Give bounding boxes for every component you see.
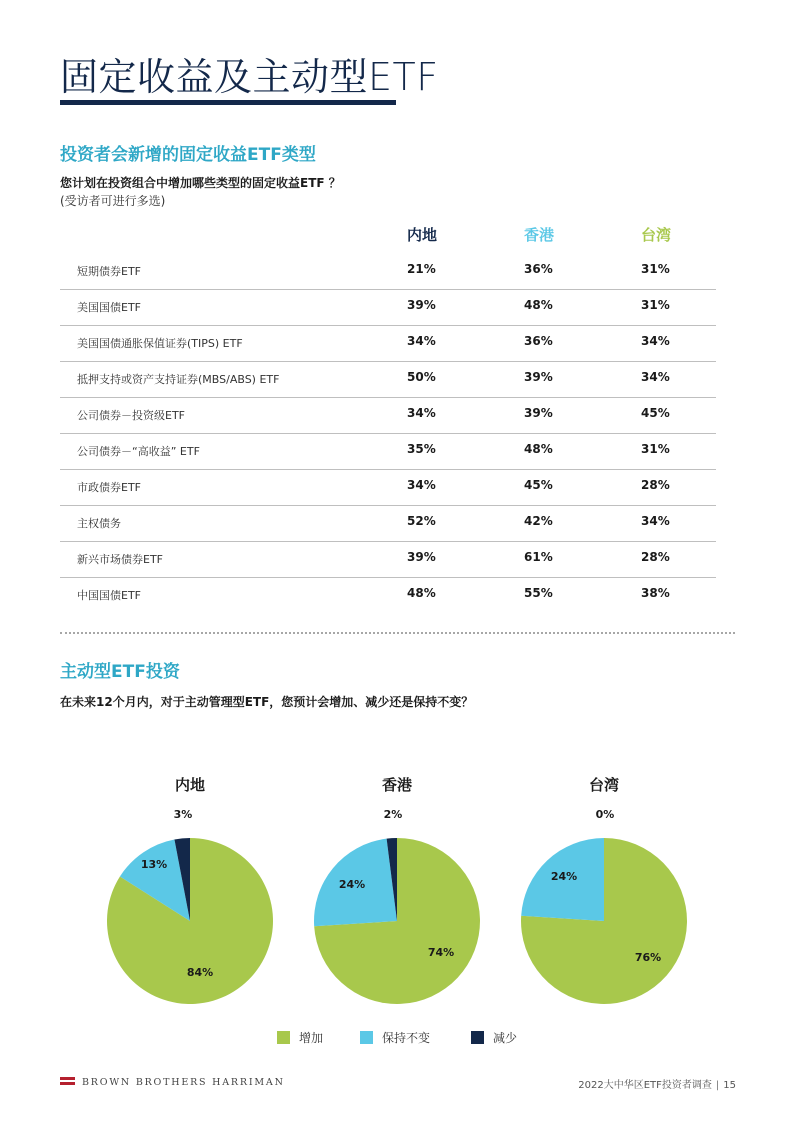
value-hongkong: 36% (524, 334, 553, 348)
row-label: 美国国债通胀保值证券(TIPS) ETF (77, 337, 243, 350)
value-hongkong: 36% (524, 262, 553, 276)
row-label: 抵押支持或资产支持证券(MBS/ABS) ETF (77, 373, 280, 386)
pie-title-mainland: 内地 (174, 776, 205, 794)
row-label: 美国国债ETF (77, 301, 141, 314)
value-hongkong: 42% (524, 514, 553, 528)
legend-swatch (471, 1031, 484, 1044)
pie-label-unchanged: 13% (140, 858, 168, 871)
footer-separator: | (715, 1080, 720, 1091)
pie-label-increase: 74% (427, 946, 455, 959)
legend-item-decrease (471, 1029, 517, 1046)
value-mainland: 50% (407, 370, 436, 384)
legend-item-increase (277, 1029, 323, 1046)
pie-title-hongkong: 香港 (381, 776, 412, 794)
legend-label: 保持不变 (382, 1031, 431, 1045)
section1-note: (受访者可进行多选) (60, 194, 166, 208)
row-label: 主权债务 (77, 517, 121, 530)
pie-label-unchanged: 24% (550, 870, 578, 883)
footer-logo (60, 1077, 285, 1088)
value-hongkong: 61% (524, 550, 553, 564)
value-mainland: 39% (407, 550, 436, 564)
pie-label-increase: 76% (634, 951, 662, 964)
legend-label: 增加 (299, 1031, 324, 1045)
value-taiwan: 38% (641, 586, 670, 600)
row-label: 中国国债ETF (77, 589, 141, 602)
value-taiwan: 28% (641, 550, 670, 564)
column-header-hongkong: 香港 (524, 226, 555, 244)
value-taiwan: 31% (641, 262, 670, 276)
value-hongkong: 55% (524, 586, 553, 600)
value-hongkong: 39% (524, 370, 553, 384)
value-hongkong: 48% (524, 298, 553, 312)
legend-item-unchanged (360, 1029, 430, 1046)
value-taiwan: 34% (641, 370, 670, 384)
bbh-logo-icon (60, 1077, 75, 1088)
value-taiwan: 31% (641, 298, 670, 312)
value-mainland: 34% (407, 478, 436, 492)
page-number: 15 (723, 1080, 736, 1091)
row-label: 市政债券ETF (77, 481, 141, 494)
pie-label-increase: 84% (186, 966, 214, 979)
legend-swatch (360, 1031, 373, 1044)
footer-report-title: 2022大中华区ETF投资者调查 (578, 1080, 712, 1091)
value-taiwan: 28% (641, 478, 670, 492)
value-mainland: 48% (407, 586, 436, 600)
pie-label-decrease: 0% (595, 808, 615, 821)
pie-title-taiwan: 台湾 (588, 776, 619, 794)
value-mainland: 21% (407, 262, 436, 276)
row-label: 公司债券－投资级ETF (77, 409, 185, 422)
legend-swatch (277, 1031, 290, 1044)
footer-brand: BROWN BROTHERS HARRIMAN (82, 1077, 285, 1088)
value-hongkong: 48% (524, 442, 553, 456)
legend-label: 减少 (493, 1031, 518, 1045)
column-header-mainland: 内地 (407, 226, 438, 244)
section1-title: 投资者会新增的固定收益ETF类型 (60, 145, 316, 165)
section1-question: 您计划在投资组合中增加哪些类型的固定收益ETF ？ (60, 176, 341, 190)
page-title: 固定收益及主动型ETF (60, 55, 439, 99)
value-taiwan: 34% (641, 334, 670, 348)
value-mainland: 39% (407, 298, 436, 312)
section2-question: 在未来12个月内，对于主动管理型ETF，您预计会增加、减少还是保持不变？ (60, 695, 474, 709)
value-taiwan: 45% (641, 406, 670, 420)
value-mainland: 34% (407, 406, 436, 420)
pie-label-decrease: 3% (173, 808, 193, 821)
value-mainland: 34% (407, 334, 436, 348)
column-header-taiwan: 台湾 (641, 226, 672, 244)
footer-report (578, 1076, 736, 1091)
value-mainland: 52% (407, 514, 436, 528)
row-label: 新兴市场债券ETF (77, 553, 163, 566)
value-hongkong: 39% (524, 406, 553, 420)
value-hongkong: 45% (524, 478, 553, 492)
value-mainland: 35% (407, 442, 436, 456)
row-label: 公司债券－“高收益” ETF (77, 445, 200, 458)
value-taiwan: 34% (641, 514, 670, 528)
pie-label-decrease: 2% (383, 808, 403, 821)
section2-title: 主动型ETF投资 (60, 662, 180, 682)
row-label: 短期债券ETF (77, 265, 141, 278)
value-taiwan: 31% (641, 442, 670, 456)
pie-label-unchanged: 24% (338, 878, 366, 891)
